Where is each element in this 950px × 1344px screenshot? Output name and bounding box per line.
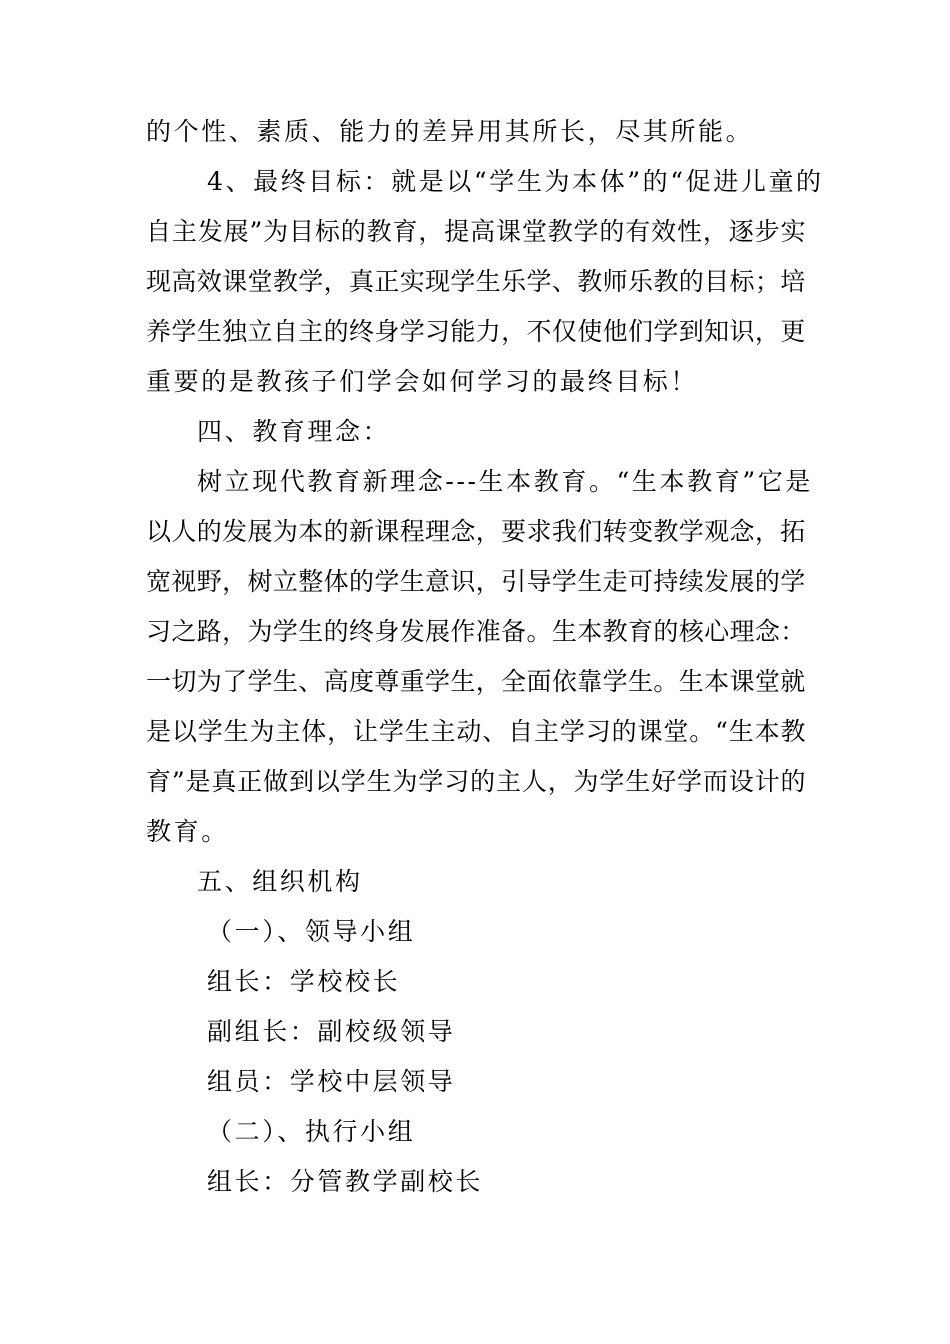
body-text-line: 现高效课堂教学，真正实现学生乐学、教师乐教的目标；培	[146, 267, 806, 296]
body-text-line: 的个性、素质、能力的差异用其所长，尽其所能。	[146, 117, 754, 146]
body-text-line: 树立现代教育新理念---生本教育。“生本教育”它是	[197, 467, 813, 496]
body-text-line: 宽视野，树立整体的学生意识，引导学生走可持续发展的学	[146, 567, 806, 596]
body-text-line: 是以学生为主体，让学生主动、自主学习的课堂。“生本教	[146, 717, 807, 746]
member-line: 副组长：副校级领导	[207, 1017, 456, 1046]
body-text-line: 育”是真正做到以学生为学习的主人，为学生好学而设计的	[146, 767, 807, 796]
body-text-line: 重要的是教孩子们学会如何学习的最终目标！	[146, 367, 699, 396]
member-line: 组员：学校中层领导	[207, 1067, 456, 1096]
subsection-heading-1: （一）、领导小组	[207, 917, 416, 946]
body-text-line: 一切为了学生、高度尊重学生，全面依靠学生。生本课堂就	[146, 667, 806, 696]
goal-item-4: 4、最终目标：就是以“学生为本体”的“促进儿童的	[207, 167, 824, 196]
member-line: 组长：学校校长	[207, 967, 401, 996]
body-text-line: 自主发展”为目标的教育，提高课堂教学的有效性，逐步实	[146, 217, 807, 246]
member-line: 组长：分管教学副校长	[207, 1167, 484, 1196]
body-text-line: 以人的发展为本的新课程理念，要求我们转变教学观念，拓	[146, 517, 806, 546]
section-heading-4: 四、教育理念：	[197, 417, 391, 446]
body-text-line: 习之路，为学生的终身发展作准备。生本教育的核心理念：	[146, 617, 806, 646]
body-text-line: 教育。	[146, 817, 229, 846]
section-heading-5: 五、组织机构	[197, 867, 363, 896]
subsection-heading-2: （二）、执行小组	[207, 1117, 416, 1146]
body-text-line: 养学生独立自主的终身学习能力，不仅使他们学到知识，更	[146, 317, 806, 346]
